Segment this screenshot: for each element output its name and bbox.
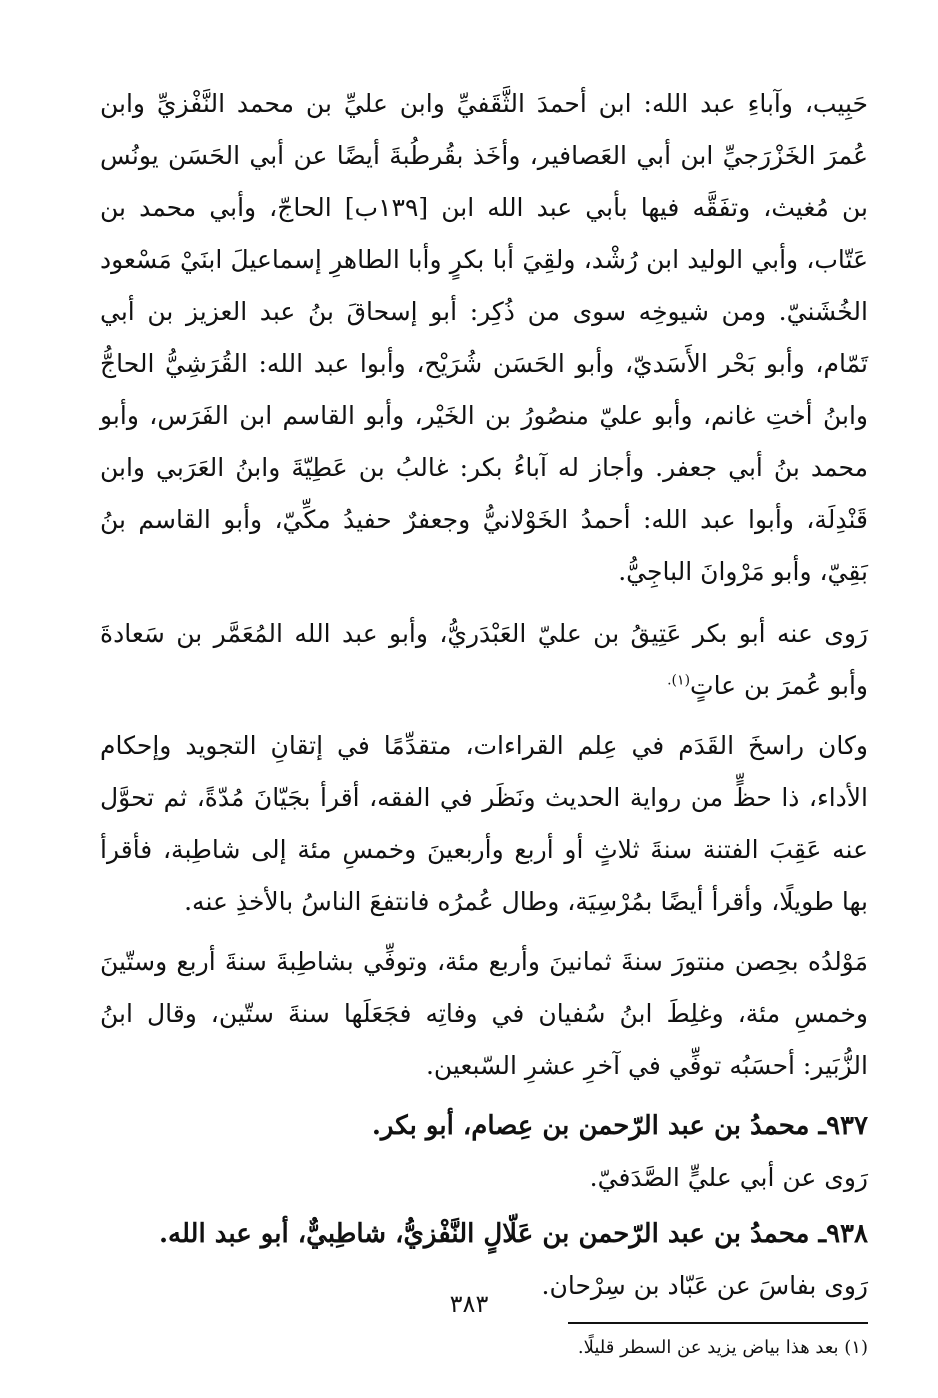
entry-937-text: رَوى عن أبي عليٍّ الصَّدَفيّ. (589, 1163, 868, 1192)
page-number: ٣٨٣ (449, 1290, 489, 1318)
entry-937-title: ٩٣٧ـ محمدُ بن عبد الرّحمن بن عِصام، أبو بكر. (371, 1111, 868, 1141)
paragraph-biography: وكان راسخَ القَدَم في عِلم القراءات، متقدِّمًا في إتقانِ التجويد وإحكام الأداء، ذا حظٍّ من رواية الحديث ونَظَر في الفقه، أقرأ بجَيّانَ مُدّةً، ثم تحوَّل عنه عَقِبَ الفتنة سنةَ ثلاثٍ أو أربع وأربعينَ وخمسِ مئة إلى شاطِبة، فأقرأ بها طويلًا، وأقرأ أيضًا بمُرْسِيَة، وطال عُمرُه فانتفعَ الناسُ بالأخذِ عنه. (100, 731, 868, 916)
entry-938-text: رَوى بفاسَ عن عَبّاد بن سِرْحان. (541, 1271, 868, 1300)
footnote-divider (568, 1322, 868, 1324)
narrators-text: رَوى عنه أبو بكر عَتِيقُ بن عليّ العَبْدَريُّ، وأبو عبد الله المُعَمَّر بن سَعادةَ وأبو عُمرَ بن عاتٍ (100, 619, 868, 700)
paragraph-narrators (100, 608, 868, 712)
paragraph-teachers: حَبِيب، وآباءِ عبد الله: ابن أحمدَ الثَّقَفيِّ وابن عليِّ بن محمد النَّفْزيِّ وابن عُمرَ الخَزْرَجيِّ ابن أبي العَصافير، وأخَذ بقُرطُبةَ أيضًا عن أبي الحَسَن يونُس بن مُغيث، وتفَقَّه فيها بأبي عبد الله ابن [١٣٩ب] الحاجّ، وأبي محمد بن عَتّاب، وأبي الوليد ابن رُشْد، ولقِيَ أبا بكرٍ وأبا الطاهرِ إسماعيلَ ابنَيْ مَسْعود الخُشَنيّ. ومن شيوخِه سوى من ذُكِر: أبو إسحاقَ بنُ عبد العزيز بن أبي تَمّام، وأبو بَحْر الأَسَديّ، وأبو الحَسَن شُرَيْح، وأبوا عبد الله: القُرَشِيُّ الحاجُّ وابنُ أختِ غانم، وأبو عليّ منصُورُ بن الخَيْر، وأبو القاسم ابن الفَرَس، وأبو محمد بنُ أبي جعفر. وأجاز له آباءُ بكر: غالبُ بن عَطِيّةَ وابنُ العَرَبي وابن قَنْدِلَة، وأبوا عبد الله: أحمدُ الخَوْلانيُّ وجعفرٌ حفيدُ مكِّيّ، وأبو القاسم بنُ بَقِيّ، وأبو مَرْوانَ الباجِيُّ. (100, 89, 868, 586)
paragraph-birth-death: مَوْلدُه بحِصن منتورَ سنةَ ثمانينَ وأربع مئة، وتوفِّي بشاطِبةَ سنةَ أربع وستّينَ وخمسِ مئة، وغلِطَ ابنُ سُفيان في وفاتِه فجَعَلَها سنةَ ستّين، وقال ابنُ الزُّبَير: أحسَبُه توفِّي في آخرِ عشرِ السّبعين. (100, 947, 868, 1080)
entry-938-title: ٩٣٨ـ محمدُ بن عبد الرّحمن بن عَلّالٍ النَّفْزيُّ، شاطِبيٌّ، أبو عبد الله. (158, 1219, 868, 1249)
footnote: (١) بعد هذا بياض يزيد عن السطر قليلًا. (577, 1337, 868, 1358)
footnote-marker: (١). (667, 672, 691, 689)
main-text (100, 78, 868, 1312)
